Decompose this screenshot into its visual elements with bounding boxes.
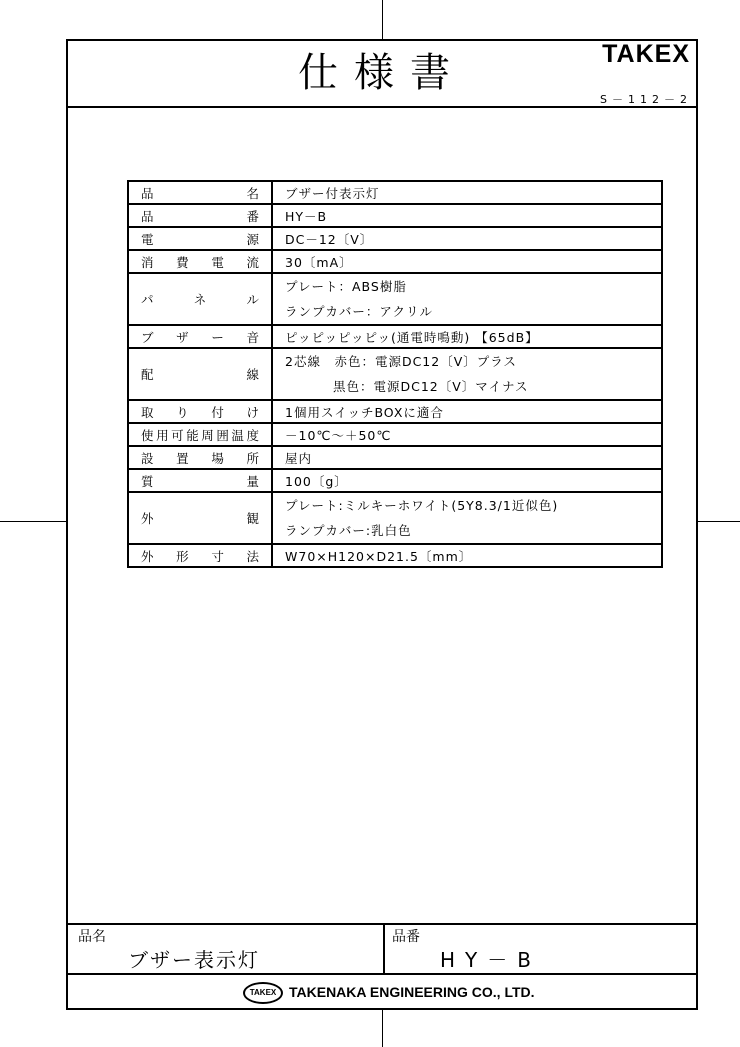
row-value-line: 2芯線 赤色：電源DC12〔V〕プラス: [285, 354, 517, 369]
row-value-line: ランプカバー：アクリル: [285, 304, 434, 319]
table-row: [128, 423, 662, 446]
table-row: [128, 250, 662, 273]
row-label: 取り付け: [128, 400, 272, 423]
row-value-line: プレート:ミルキーホワイト(5Y8.3/1近似色): [285, 498, 559, 513]
row-value: W70×H120×D21.5〔mm〕: [272, 544, 662, 567]
footer-divider: [66, 923, 698, 925]
document-number: S－112－2: [600, 93, 692, 106]
row-value-line: 黒色：電源DC12〔V〕マイナス: [333, 379, 529, 394]
spec-table: [127, 180, 663, 568]
row-label: 配線: [128, 348, 272, 400]
table-row: [128, 469, 662, 492]
product-name-value: ブザー表示灯: [128, 948, 260, 972]
row-value: [272, 492, 662, 544]
row-value: －10℃～＋50℃: [272, 423, 662, 446]
footer-divider: [66, 973, 698, 975]
row-label: パネル: [128, 273, 272, 325]
row-value: HY－B: [272, 204, 662, 227]
row-label: 消費電流: [128, 250, 272, 273]
row-value-line: プレート：ABS樹脂: [285, 279, 407, 294]
product-name-label: 品名: [78, 929, 106, 945]
row-value: [272, 273, 662, 325]
table-row: [128, 181, 662, 204]
row-label: 品名: [128, 181, 272, 204]
brand-logo: TAKEX: [602, 40, 690, 68]
product-code-label: 品番: [392, 929, 420, 945]
table-row: [128, 400, 662, 423]
row-value: 屋内: [272, 446, 662, 469]
row-label: ブザー音: [128, 325, 272, 348]
row-label: 設置場所: [128, 446, 272, 469]
document-title: 仕様書: [298, 50, 466, 96]
row-value: DC－12〔V〕: [272, 227, 662, 250]
company-name: TAKENAKA ENGINEERING CO., LTD.: [289, 984, 535, 1000]
table-row: [128, 204, 662, 227]
row-value-line: ランプカバー:乳白色: [285, 523, 412, 538]
table-row: [128, 544, 662, 567]
row-label: 使用可能周囲温度: [128, 423, 272, 446]
crop-mark-bottom: [382, 1010, 383, 1047]
row-label: 外形寸法: [128, 544, 272, 567]
row-label: 質量: [128, 469, 272, 492]
row-value: 100〔g〕: [272, 469, 662, 492]
table-row: [128, 446, 662, 469]
crop-mark-right: [698, 521, 740, 522]
crop-mark-left: [0, 521, 66, 522]
row-value: ピッピッピッピッ(通電時鳴動) 【65dB】: [272, 325, 662, 348]
crop-mark-top: [382, 0, 383, 39]
table-row: [128, 492, 662, 544]
row-value: 30〔mA〕: [272, 250, 662, 273]
company-logo: TAKEX: [243, 982, 283, 1004]
product-code-value: HY－B: [440, 948, 541, 972]
row-value: [272, 348, 662, 400]
table-row: [128, 348, 662, 400]
table-row: [128, 227, 662, 250]
row-label: 電源: [128, 227, 272, 250]
row-value: ブザー付表示灯: [272, 181, 662, 204]
row-value: 1個用スイッチBOXに適合: [272, 400, 662, 423]
row-label: 外観: [128, 492, 272, 544]
footer-column-divider: [383, 923, 385, 974]
table-row: [128, 325, 662, 348]
row-label: 品番: [128, 204, 272, 227]
table-row: [128, 273, 662, 325]
